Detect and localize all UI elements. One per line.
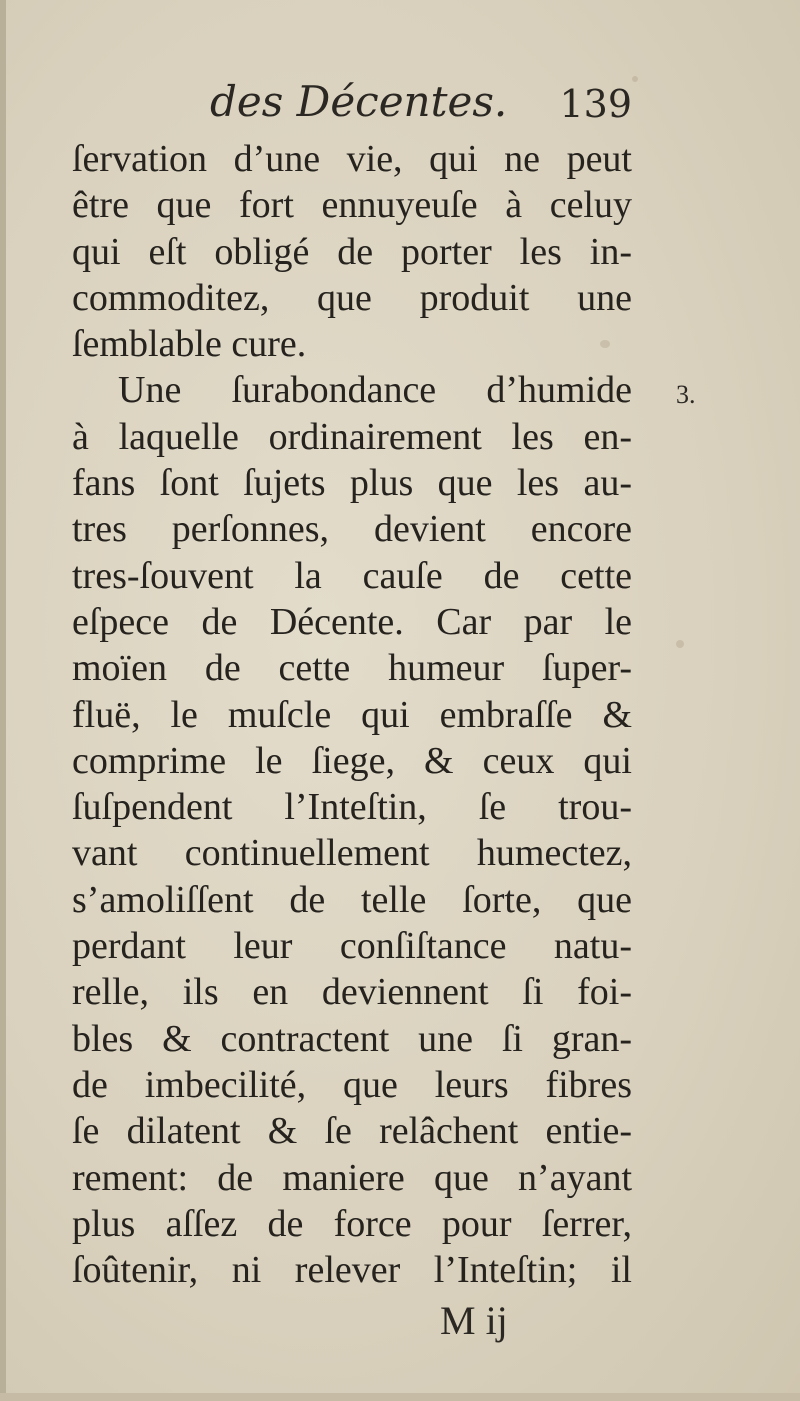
page-gutter-shadow xyxy=(0,0,6,1401)
text-line: de imbecilité, que leurs fibres xyxy=(72,1063,632,1106)
text-line: fans ſont ſujets plus que les au- xyxy=(72,462,632,505)
text-line: être que fort ennuyeuſe à celuy xyxy=(72,184,632,227)
text-line: rement: de maniere que n’ayant xyxy=(72,1156,632,1199)
text-line: ſe dilatent & ſe relâchent entie- xyxy=(72,1110,632,1153)
text-line: fluë, le muſcle qui embraſſe & xyxy=(72,693,632,736)
text-line: ſemblable cure. xyxy=(72,323,307,366)
text-line: vant continuellement humectez, xyxy=(72,832,632,875)
text-line: bles & contractent une ſi gran- xyxy=(72,1017,632,1060)
page-bottom-edge xyxy=(0,1393,800,1401)
text-line: moïen de cette humeur ſuper- xyxy=(72,647,632,690)
text-line: eſpece de Décente. Car par le xyxy=(72,600,632,643)
text-line: tres perſonnes, devient encore xyxy=(72,508,632,551)
paper-stain xyxy=(632,76,638,82)
signature-mark: M ij xyxy=(440,1298,508,1343)
page-header xyxy=(72,72,632,132)
text-line: qui eſt obligé de porter les in- xyxy=(72,230,632,273)
text-line: comprime le ſiege, & ceux qui xyxy=(72,739,632,782)
page-number: 139 xyxy=(559,82,632,126)
text-line: ſervation d’une vie, qui ne peut xyxy=(72,138,632,180)
text-line: perdant leur conſiſtance natu- xyxy=(72,925,632,968)
body-text xyxy=(72,136,632,1293)
margin-note: 3. xyxy=(676,380,696,409)
text-line: à laquelle ordinairement les en- xyxy=(72,415,632,458)
text-line: commoditez, que produit une xyxy=(72,276,632,319)
text-line: relle, ils en deviennent ſi foi- xyxy=(72,971,632,1014)
text-line: Une ſurabondance d’humide xyxy=(118,369,632,412)
text-line: plus aſſez de force pour ſerrer, xyxy=(72,1202,632,1245)
text-line: tres-ſouvent la cauſe de cette xyxy=(72,554,632,597)
paper-stain xyxy=(676,640,684,648)
text-line: ſoûtenir, ni relever l’Inteſtin; il xyxy=(72,1249,632,1292)
text-line: s’amoliſſent de telle ſorte, que xyxy=(72,878,632,921)
running-head: des Décentes. xyxy=(210,77,508,126)
text-line: ſuſpendent l’Inteſtin, ſe trou- xyxy=(72,786,632,829)
